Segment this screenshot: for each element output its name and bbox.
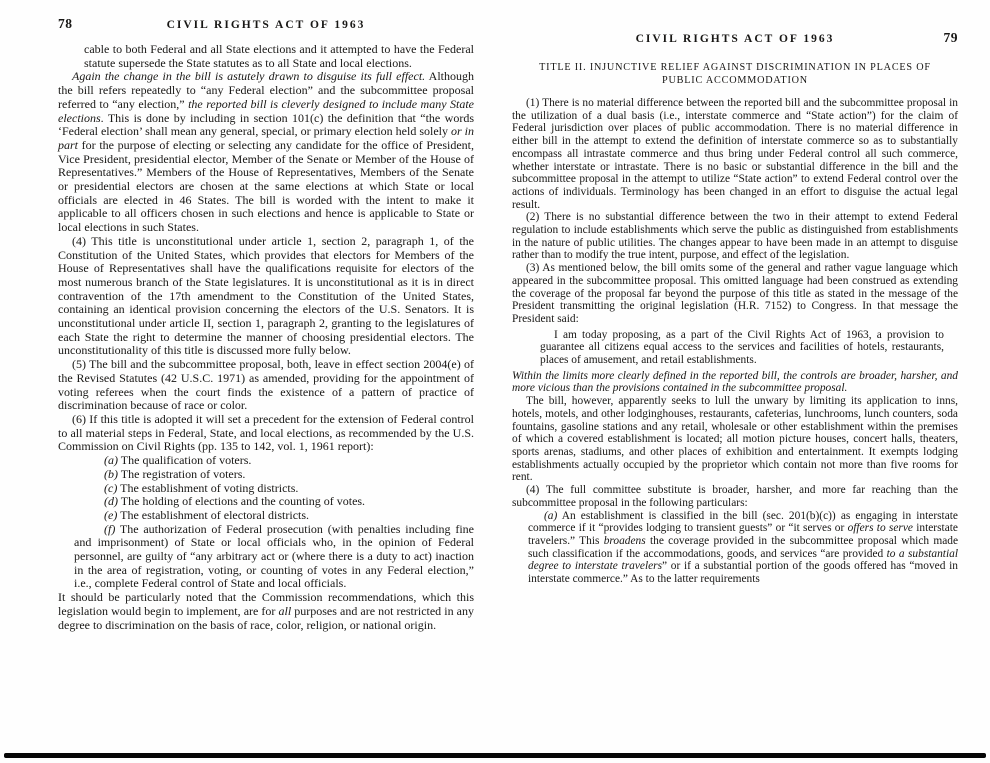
text-run: purposes and are not restricted in any degree to discrimination on the basis of race, color, religion, or national origin. — [58, 603, 474, 632]
scan-edge-artifact — [4, 753, 986, 758]
text-run: the coverage provided in the subcommittee proposal which made such classification if the accommodations, goods, and services “are provided — [528, 534, 959, 560]
paragraph — [58, 413, 474, 454]
text-run: The holding of elections and the counting of votes. — [118, 494, 366, 509]
paragraph — [84, 43, 474, 70]
paragraph — [512, 395, 958, 484]
paragraph — [528, 510, 958, 586]
left-page-body — [58, 43, 474, 632]
left-page — [58, 16, 474, 632]
text-run: It should be particularly noted that the Commission recommendations, which this legislation would begin to implement, are for — [58, 590, 474, 618]
text-run: (a) — [104, 453, 118, 468]
paragraph — [512, 370, 958, 395]
text-run: (4) This title is unconstitutional under article 1, section 2, paragraph 1, of the Constitution of the United States, which provides that electors for Members of the House of Representatives shall have the qualifications requisite for electors of the most numerous branch of the State legislatures. It is unconstitutional as it is in direct contravention of the 17th amendment to the Constitution of the United States, containing an identical provision concerning the electors of the U.S. Senators. It is unconstitutional under article II, section 1, paragraph 2, granting to the legislatures of each State the right to determine the manner of choosing presidential electors. The unconstitutionality of this title is discussed more fully below. — [58, 233, 474, 358]
text-run: for the purpose of electing or selecting any candidate for the office of President, Vice President, presidential elector, Member of the Senate or Member of the House of Representatives.” Members of the House of Representatives, Members of the Senate or presidential electors are chosen at the same elections at which State or local officials are elected in 46 States. The bill is worded with the intent to make it applicable to all officers chosen in such elections and hence is applicable to State or local elections in such States. — [58, 137, 474, 235]
text-run: interstate travelers.” This — [528, 522, 958, 547]
text-run: An establishment is classified in the bill (sec. 201(b)(c)) as engaging in interstate commerce if it “provides lodging to transient guests” or “it serves or — [528, 509, 958, 535]
text-run: (a) — [544, 509, 558, 522]
paragraph — [104, 509, 474, 523]
text-run: Although the bill refers repeatedly to “any Federal election” and the subcommittee proposal referred to “any election,” — [58, 69, 474, 111]
paragraph — [512, 97, 958, 211]
paragraph — [104, 482, 474, 496]
text-run: broadens — [603, 534, 646, 547]
paragraph — [512, 262, 958, 326]
text-run: to a substantial degree to interstate travelers — [528, 547, 958, 573]
text-run: (c) — [104, 480, 118, 495]
right-running-title: CIVIL RIGHTS ACT OF 1963 — [635, 33, 835, 45]
text-run: (2) There is no substantial difference between the two in their attempt to extend Federal regulation to include establishments which serve the public as distinguished from establishments in the nature of public utilities. The changes appear to have been made in an attempt to disguise rather than to modify the true intent, purpose, and effect of the legislation. — [512, 211, 958, 262]
left-running-title: CIVIL RIGHTS ACT OF 1963 — [166, 19, 366, 31]
text-run: Again the change in the bill is astutely drawn to disguise its full effect. — [72, 69, 426, 84]
paragraph — [104, 468, 474, 482]
paragraph — [58, 358, 474, 413]
text-run: or in part — [58, 124, 474, 152]
text-run: the reported bill is cleverly designed to include many State elections — [58, 96, 474, 125]
left-page-number: 78 — [58, 16, 73, 31]
text-run: all — [278, 603, 292, 618]
text-run: (4) The full committee substitute is broader, harsher, and more far reaching than the subcommittee proposal in the following particulars: — [512, 484, 958, 509]
text-run: I am today proposing, as a part of the Civil Rights Act of 1963, a provision to guarantee all citizens equal access to the services and facilities of hotels, restaurants, places of amusement, and retail establishments. — [540, 328, 944, 367]
text-run: (d) — [104, 494, 118, 509]
paragraph — [104, 495, 474, 509]
text-run: (6) If this title is adopted it will set a precedent for the extension of Federal control to all material steps in Federal, State, and local elections, as recommended by the U.S. Commission on Civil Rights (pp. 135 to 142, vol. 1, 1961 report): — [58, 411, 474, 454]
paragraph — [512, 484, 958, 509]
text-run: The authorization of Federal prosecution (with penalties including fine and imprisonment) of State or local officials who, in the opinion of Federal personnel, are guilty of “any arbitrary act or (where there is a duty to act) inaction in the area of registration, voting, or counting of votes in any Federal election,” i.e., complete Federal control of State and local officials. — [74, 521, 474, 591]
text-run: (3) As mentioned below, the bill omits some of the general and rather vague language which appeared in the subcommittee proposal. This omitted language had been construed as extending the coverage of the proposal far beyond the purpose of this title as stated in the message of the President transmitting the original legislation (H.R. 7152) to Congress. In that message the President said: — [512, 262, 958, 325]
text-run: The establishment of electoral districts. — [117, 507, 310, 522]
text-run: (f) — [104, 521, 116, 536]
text-run: cable to both Federal and all State elections and it attempted to have the Federal statute supersede the State statutes as to all State and local elections. — [84, 42, 474, 70]
paragraph — [74, 523, 474, 592]
text-run: The qualification of voters. — [118, 453, 252, 468]
right-page-header — [512, 30, 958, 47]
text-run: (e) — [104, 507, 118, 522]
left-page-header — [58, 16, 474, 33]
text-run: The establishment of voting districts. — [117, 480, 299, 495]
right-page-body — [512, 97, 958, 586]
text-run: . This is done by including in section 101(c) the definition that “the words ‘Federal election’ shall mean any general, special, or primary election held solely — [58, 110, 474, 139]
paragraph — [58, 70, 474, 234]
paragraph — [512, 211, 958, 262]
text-run: ” or if a substantial portion of the goods offered has “moved in interstate commerce.” As to the latter requirements — [528, 560, 958, 586]
text-run: (5) The bill and the subcommittee proposal, both, leave in effect section 2004(e) of the Revised Statutes (42 U.S.C. 1971) as amended, providing for the appointment of voting referees when the court finds the existence of a pattern of practice of discrimination because of race or color. — [58, 357, 474, 413]
text-run: The bill, however, apparently seeks to lull the unwary by limiting its application to inns, hotels, motels, and other lodginghouses, restaurants, cafeterias, lunchrooms, lunch counters, soda fountains, gasoline stations and any retail, wholesale or other establishment within the premises of which a covered establishment is located; all motion picture houses, concert halls, theaters, sports arenas, stadiums, and other places of exhibition and entertainment. It exempts lodging establishments actually occupied by the proprietor which contain not more than five rooms for rent. — [512, 395, 958, 484]
paragraph — [540, 329, 944, 367]
paragraph — [104, 454, 474, 468]
paragraph — [58, 591, 474, 632]
section-heading-title-ii: TITLE II. INJUNCTIVE RELIEF AGAINST DISCRIMINATION IN PLACES OF PUBLIC ACCOMMODATION — [539, 62, 931, 86]
text-run: Within the limits more clearly defined in the reported bill, the controls are broader, harsher, and more vicious than the provisions contained in the subcommittee proposal. — [512, 369, 958, 395]
paragraph — [58, 235, 474, 358]
right-page — [512, 30, 958, 586]
text-run: The registration of voters. — [118, 466, 246, 481]
right-page-number: 79 — [943, 30, 958, 45]
text-run: offers to serve — [847, 522, 913, 535]
text-run: (b) — [104, 466, 118, 481]
text-run: (1) There is no material difference between the reported bill and the subcommittee proposal in the utilization of a dual basis (i.e., interstate commerce and “State action”) for the claim of Federal jurisdiction over places of public accommodation. There is no material difference in either bill in the attempt to extend the definition of interstate commerce so as to substantially encompass all intrastate commerce and thus bring under Federal control all such commerce, whether interstate or intrastate. There is no basic or substantial difference in the bill and the subcommittee proposal in the attempt to utilize “State action” to extend Federal control over the actions of individuals. Terminology has been changed in an effort to disguise the actual legal result. — [512, 97, 958, 211]
